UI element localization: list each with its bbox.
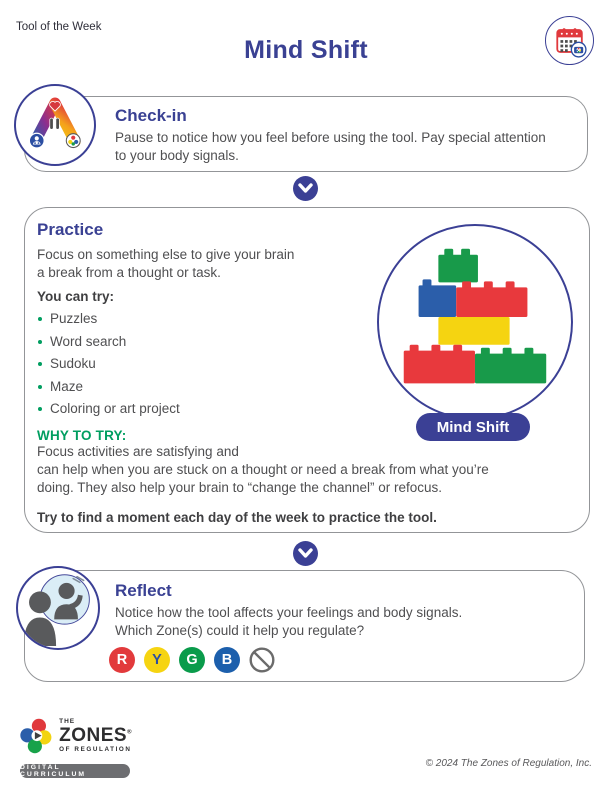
- logo-the: THE: [59, 717, 76, 725]
- practice-try-label: You can try:: [37, 288, 115, 304]
- pause-icon: [50, 118, 53, 129]
- zones-pathway-triangle-icon: [22, 92, 88, 158]
- no-zone-icon[interactable]: [249, 647, 275, 673]
- tool-name-badge: Mind Shift: [416, 413, 530, 441]
- weekly-calendar-icon: [545, 16, 594, 65]
- copyright-text: © 2024 The Zones of Regulation, Inc.: [425, 758, 592, 769]
- zone-red-chip[interactable]: R: [109, 647, 135, 673]
- digital-curriculum-badge: DIGITAL CURRICULUM: [20, 764, 130, 778]
- list-item: Maze: [37, 379, 373, 394]
- logo-of-regulation: OF REGULATION: [59, 746, 132, 754]
- lego-bricks-icon: [379, 226, 567, 414]
- list-item: Puzzles: [37, 311, 373, 326]
- zone-yellow-chip[interactable]: Y: [144, 647, 170, 673]
- list-item: Word search: [37, 334, 373, 349]
- why-to-try-label: WHY TO TRY:: [37, 428, 127, 444]
- checkin-body: Pause to notice how you feel before using the tool. Pay special attention to your body signals.: [115, 130, 546, 163]
- list-item: Coloring or art project: [37, 401, 373, 416]
- page-title: Mind Shift: [244, 36, 368, 64]
- checkin-badge: [14, 84, 96, 166]
- reflect-card: Reflect Notice how the tool affects your feelings and body signals. Which Zone(s) could it help you regulate? R Y G B: [24, 570, 585, 682]
- logo-zones: ZONES®: [59, 725, 132, 747]
- calendar-icon: [550, 21, 590, 61]
- practice-closing: Try to find a moment each day of the week to practice the tool.: [37, 510, 437, 526]
- why-to-try-text: Focus activities are satisfying and: [37, 444, 239, 460]
- chevron-down-icon: [293, 541, 318, 566]
- zone-blue-chip[interactable]: B: [214, 647, 240, 673]
- practice-activity-list: [37, 311, 373, 416]
- practice-title: Practice: [37, 220, 104, 239]
- mirror-reflection-icon: [20, 570, 96, 646]
- zones-logo: [20, 713, 132, 778]
- chevron-down-icon: [293, 176, 318, 201]
- reflect-title: Reflect: [115, 581, 172, 600]
- header-label: Tool of the Week: [16, 21, 102, 33]
- checkin-title: Check-in: [115, 106, 187, 125]
- tool-illustration-circle: [377, 224, 573, 420]
- practice-intro: Focus on something else to give your brain: [37, 247, 295, 262]
- zone-options: [109, 647, 568, 673]
- reflect-badge: [16, 566, 100, 650]
- zone-green-chip[interactable]: G: [179, 647, 205, 673]
- practice-card: Practice Focus on something else to give your brain a break from a thought or task. You can try: Puzzles Word search Sudoku Maze Coloring or art project WHY TO TRY: Focus activities are satisfying and can help when you are stuck on a thought or need a break from what you’re doing. They also help your brain to “change the channel” or refocus. Try to find a moment each day of the week to practice the tool.: [24, 207, 590, 533]
- checkin-card: [24, 96, 588, 172]
- reflect-body: Notice how the tool affects your feelings and body signals.: [115, 605, 463, 620]
- person-badge-icon: [29, 133, 44, 148]
- list-item: Sudoku: [37, 356, 373, 371]
- zones-flower-icon: [20, 713, 55, 759]
